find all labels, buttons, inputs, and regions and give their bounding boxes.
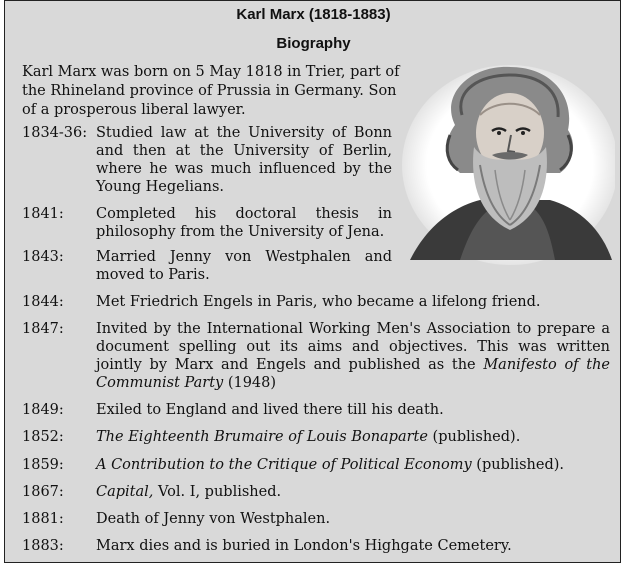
timeline-text-part: (1948) — [223, 375, 277, 391]
timeline-text-part: (published). — [427, 429, 521, 445]
book-title: A Contribution to the Critique of Political Economy — [96, 457, 472, 473]
page-subtitle: Biography — [276, 35, 351, 52]
timeline-text: Exiled to England and lived there till his death. — [96, 402, 444, 418]
karl-marx-portrait — [400, 55, 615, 265]
timeline-text-part: Invited by the International Working Men's Association to prepare a document spelling out its aims and objectives. This was written jointly by Marx and Engels and published as the — [96, 321, 610, 373]
book-title: The Eighteenth Brumaire of Louis Bonaparte — [96, 429, 428, 445]
timeline-text: Death of Jenny von Westphalen. — [96, 511, 331, 527]
timeline-text — [96, 483, 281, 501]
timeline-year: 1841: — [22, 206, 64, 222]
timeline-year: 1883: — [22, 538, 64, 554]
timeline-text — [96, 456, 564, 474]
timeline-year: 1847: — [22, 321, 64, 337]
timeline-text: Married Jenny von Westphalen and moved to Paris. — [96, 249, 392, 283]
timeline-year: 1843: — [22, 249, 64, 265]
timeline-year: 1859: — [22, 457, 64, 473]
timeline-year: 1849: — [22, 402, 64, 418]
timeline-text-part: Vol. I, published. — [153, 484, 282, 500]
timeline-text — [96, 428, 520, 446]
intro-paragraph: Karl Marx was born on 5 May 1818 in Trier, part of the Rhineland province of Prussia in Germany. Son of a prosperous liberal lawyer. — [22, 64, 400, 118]
timeline-text: Studied law at the University of Bonn and then at the University of Berlin, where he was much influenced by the Young Hegelians. — [96, 125, 392, 195]
timeline-year: 1834-36: — [22, 125, 88, 141]
timeline-text: Met Friedrich Engels in Paris, who became a lifelong friend. — [96, 294, 541, 310]
timeline-year: 1867: — [22, 484, 64, 500]
book-title: Capital, — [96, 484, 154, 500]
timeline-text — [96, 320, 610, 392]
timeline-year: 1881: — [22, 511, 64, 527]
timeline-text: Completed his doctoral thesis in philosophy from the University of Jena. — [96, 206, 392, 240]
page-title: Karl Marx (1818-1883) — [236, 6, 391, 23]
manifesto-title: Manifesto of the Communist Party — [96, 357, 610, 391]
timeline-text-part: (published). — [471, 457, 565, 473]
timeline-year: 1852: — [22, 429, 64, 445]
timeline-text: Marx dies and is buried in London's Highgate Cemetery. — [96, 538, 512, 554]
timeline-year: 1844: — [22, 294, 64, 310]
